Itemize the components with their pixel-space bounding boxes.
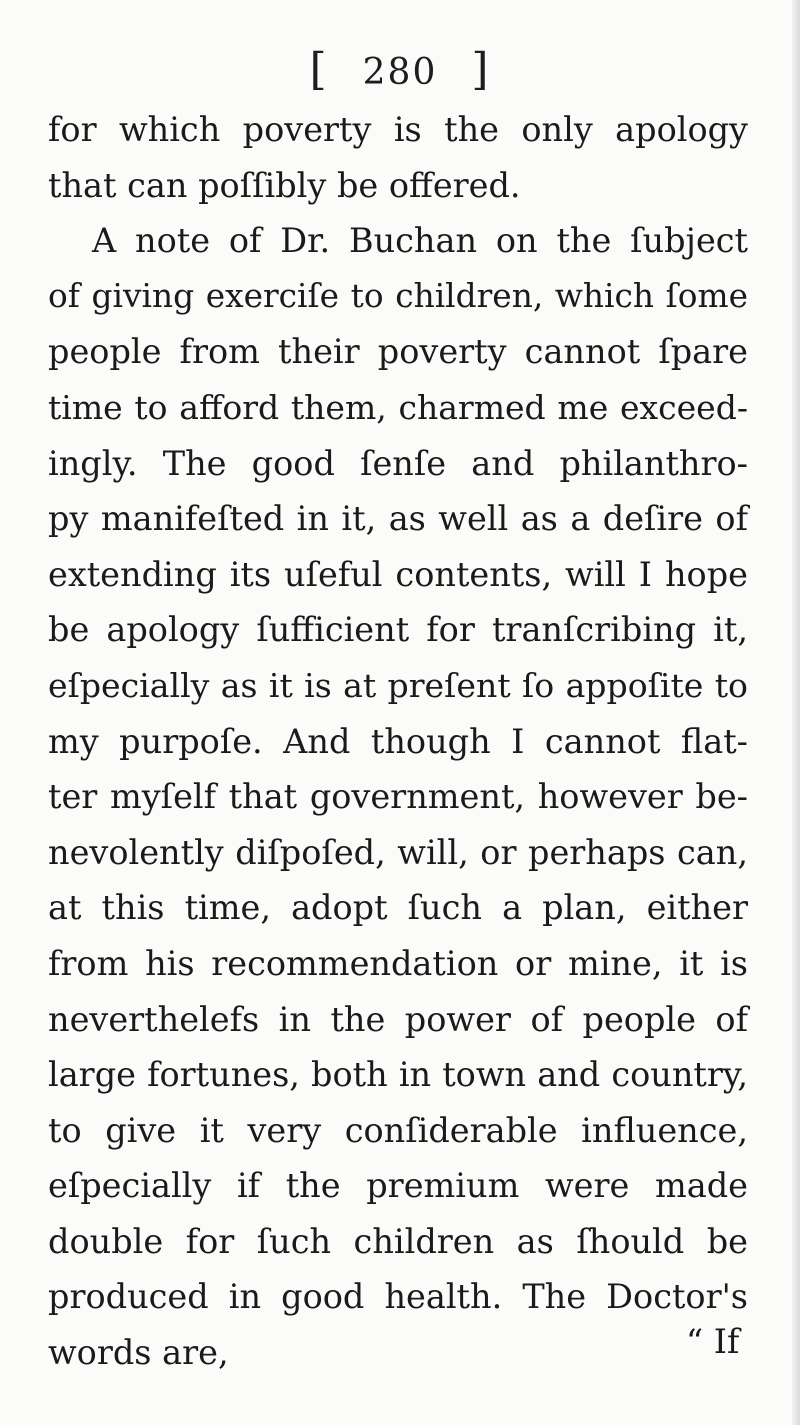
- text-line: neverthelefs in the power of people of: [48, 999, 748, 1039]
- text-line: large fortunes, both in town and country,: [48, 1055, 748, 1095]
- text-line: ter myſelf that government, however be-: [48, 777, 748, 817]
- text-line: ingly. The good ſenſe and philanthro-: [48, 443, 748, 483]
- body-text: [48, 102, 748, 1381]
- text-line: to give it very conſiderable influence,: [48, 1110, 748, 1150]
- text-line: people from their poverty cannot ſpare: [48, 332, 748, 372]
- page-header: [0, 44, 800, 95]
- text-line: my purpoſe. And though I cannot flat-: [48, 721, 748, 761]
- page-number: 280: [362, 52, 438, 93]
- text-line: from his recommendation or mine, it is: [48, 943, 748, 983]
- text-line: at this time, adopt ſuch a plan, either: [48, 888, 748, 928]
- text-line: for which poverty is the only apology: [48, 110, 748, 149]
- text-line: be apology ſufficient for tranſcribing it,: [48, 610, 748, 650]
- text-line: double for ſuch children as ſhould be: [48, 1221, 748, 1261]
- text-line: eſpecially if the premium were made: [48, 1166, 748, 1206]
- text-line: words are,: [48, 1333, 229, 1373]
- header-open-bracket: [: [309, 44, 329, 95]
- text-line: eſpecially as it is at preſent ſo appoſite to: [48, 665, 748, 705]
- page-edge: [792, 0, 800, 1425]
- catchword: “ If: [686, 1322, 740, 1361]
- header-close-bracket: ]: [471, 44, 491, 95]
- text-line: produced in good health. The Doctor's: [48, 1277, 748, 1317]
- text-line: py manifeſted in it, as well as a deſire of: [48, 499, 748, 539]
- text-line: that can poſſibly be offered.: [48, 165, 521, 205]
- text-line: extending its uſeful contents, will I hope: [48, 554, 748, 594]
- text-line: time to afford them, charmed me exceed-: [48, 387, 748, 427]
- text-line: A note of Dr. Buchan on the ſubject: [92, 221, 748, 261]
- text-line: nevolently diſpoſed, will, or perhaps can,: [48, 832, 748, 872]
- text-line: of giving exerciſe to children, which ſome: [48, 276, 748, 315]
